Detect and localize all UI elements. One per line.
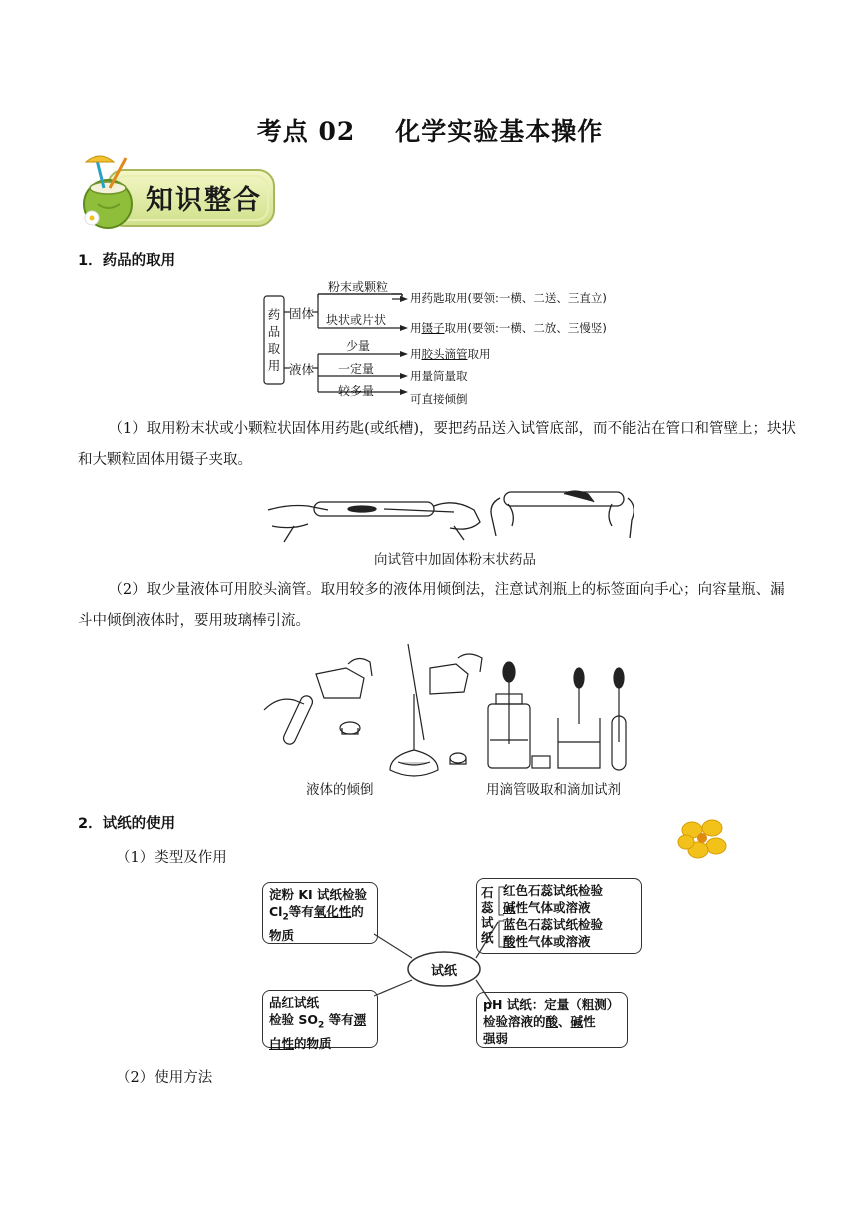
flow-solid: 固体 (289, 306, 315, 321)
starch-line3: 物质 (269, 927, 295, 943)
reagent-flowchart (262, 276, 682, 412)
caption-dropper: 用滴管吸取和滴加试剂 (486, 782, 621, 798)
flow-lump-method: 用镊子取用(要领:一横、二放、三慢竖) (410, 321, 607, 335)
flow-liquid: 液体 (289, 362, 315, 377)
flow-small: 少量 (346, 339, 371, 353)
title-code: 考点 02 (256, 117, 356, 146)
magenta-line2: 检验 $SO_2$ 等有漂 (269, 1012, 367, 1031)
starch-line2: $Cl_2$等有氧化性的 (269, 904, 364, 923)
flow-certain: 一定量 (338, 362, 375, 376)
flow-more-method: 可直接倾倒 (410, 392, 468, 406)
section-heading-reagents: 1．药品的取用 (78, 253, 176, 269)
map-center: 试纸 (430, 964, 457, 979)
paragraph-solid-taking: （1）取用粉末状或小颗粒状固体用药匙(或纸槽)，要把药品送入试管底部，而不能沾在管口和管壁上；块状和大颗粒固体用镊子夹取。 (78, 421, 796, 468)
test-tube-powder-icon (264, 486, 634, 548)
starch-line1: 淀粉 KI 试纸检验 (269, 887, 368, 902)
section-heading-test-paper: 2．试纸的使用 (78, 816, 176, 832)
ph-paper-box (476, 992, 628, 1048)
knowledge-badge (78, 152, 278, 232)
flow-root: 药品取用 (267, 307, 281, 373)
test-paper-map (262, 878, 642, 1050)
flow-powder: 粉末或颗粒 (328, 280, 389, 294)
ph-line3: 强弱 (483, 1031, 509, 1046)
magenta-line3: 白性的物质 (269, 1035, 332, 1051)
ph-line2: 检验溶液的酸、碱性 (483, 1014, 596, 1029)
litmus-line4: 酸性气体或溶液 (503, 934, 591, 949)
starch-ki-box (262, 882, 378, 944)
magenta-paper-box (262, 990, 378, 1051)
powder-illustration (264, 486, 634, 548)
page-title (0, 112, 860, 148)
title-text: 化学实验基本操作 (395, 117, 604, 146)
flow-certain-method: 用量筒量取 (410, 369, 468, 383)
litmus-line2: 碱性气体或溶液 (503, 900, 591, 915)
flow-lump: 块状或片状 (326, 313, 387, 327)
flow-powder-method: 用药匙取用(要领:一横、二送、三直立) (410, 291, 607, 305)
litmus-side-label: 石蕊试纸 (481, 885, 494, 945)
subheading-usage: （2）使用方法 (116, 1070, 213, 1086)
subheading-types: （1）类型及作用 (116, 850, 227, 866)
litmus-box (476, 878, 642, 954)
magenta-line1: 品红试纸 (269, 995, 320, 1010)
flow-small-method: 用胶头滴管取用 (410, 347, 491, 361)
flow-more: 较多量 (338, 384, 375, 398)
caption-powder: 向试管中加固体粉末状药品 (374, 552, 536, 568)
liquid-illustration (262, 644, 642, 778)
flower-decoration (676, 816, 728, 862)
caption-pouring: 液体的倾倒 (306, 782, 374, 798)
paragraph-liquid-taking: （2）取少量液体可用胶头滴管。取用较多的液体用倾倒法，注意试剂瓶上的标签面向手心；向容量瓶、漏斗中倾倒液体时，要用玻璃棒引流。 (78, 582, 785, 629)
litmus-brackets (497, 885, 505, 949)
pouring-and-dropper-icon (262, 644, 642, 778)
litmus-line1: 红色石蕊试纸检验 (503, 883, 604, 898)
badge-label: 知识整合 (146, 185, 262, 216)
litmus-line3: 蓝色石蕊试纸检验 (503, 917, 604, 932)
flower-icon (676, 816, 728, 862)
ph-line1: pH 试纸：定量（粗测） (483, 997, 620, 1012)
